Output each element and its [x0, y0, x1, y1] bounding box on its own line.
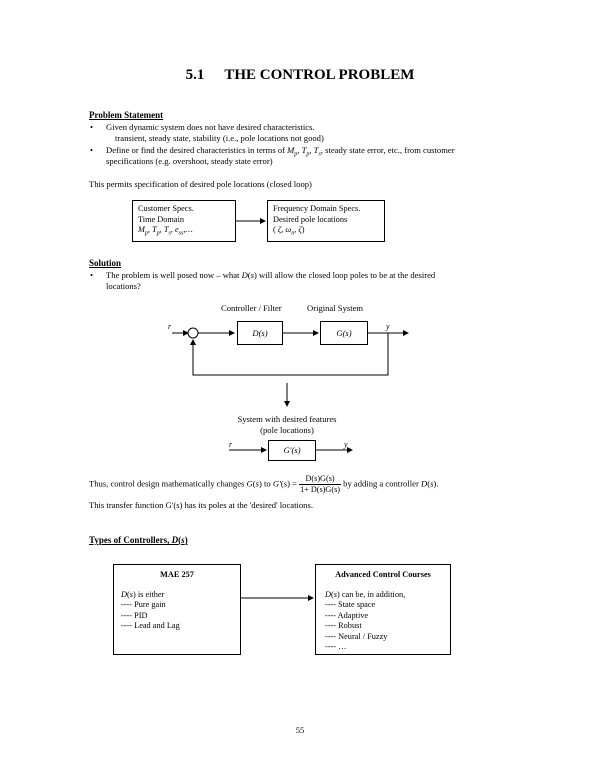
advanced-item: ---- State space: [325, 600, 376, 609]
section-number: 5.1: [185, 67, 205, 83]
solution-bullet-pre: The problem is well posed now – what: [106, 270, 242, 280]
mae257-item: ---- Pure gain: [121, 600, 166, 609]
customer-specs-symbols: $M_p$, $T_p$, $T_s$, $e_{ss},\dots$: [138, 225, 193, 237]
advanced-lead: can be, in addition,: [341, 589, 406, 599]
signal-y2: y: [344, 440, 348, 449]
thus-to: to: [261, 478, 273, 489]
advanced-lead-line: D(s) can be, in addition,: [325, 589, 406, 599]
advanced-item: ---- Robust: [325, 621, 362, 630]
plant-block: G(s): [320, 321, 368, 345]
solution-heading: Solution: [89, 258, 122, 268]
fraction-numerator: D(s)G(s): [299, 474, 341, 485]
bullet2-text: Define or find the desired characteristics in terms of $M_p$, $T_p$, $T_s$, steady state error, etc., from customer: [106, 145, 455, 158]
customer-specs-line1: Customer Specs.: [138, 204, 194, 213]
frequency-specs-symbols: ( ζ, $\omega_n$, ζ): [273, 225, 305, 237]
page-number: 55: [295, 725, 305, 735]
advanced-title: Advanced Control Courses: [335, 570, 431, 579]
controller-label: Controller / Filter: [221, 303, 282, 313]
desired-features-line2: (pole locations): [260, 425, 314, 435]
transfer-fraction: [299, 474, 341, 495]
solution-bullet-mid: will allow the closed loop poles to be at the desired: [256, 270, 436, 280]
frequency-specs-line1: Frequency Domain Specs.: [273, 204, 361, 213]
bullet1-text: Given dynamic system does not have desired characteristics.: [106, 122, 315, 132]
system-label: Original System: [307, 303, 364, 313]
problem-statement-heading: Problem Statement: [89, 110, 164, 120]
advanced-courses-box: [315, 564, 451, 655]
advanced-item: ---- Neural / Fuzzy: [325, 631, 388, 641]
customer-specs-line2: Time Domain: [138, 214, 185, 224]
bullet2-pre: Define or find the desired characteristics in terms of: [106, 145, 288, 155]
bullet-icon: •: [90, 145, 94, 155]
solution-bullet-line2: locations?: [106, 281, 141, 291]
signal-r: r: [168, 322, 172, 331]
summing-junction: [188, 328, 198, 338]
advanced-item: ---- Adaptive: [325, 610, 369, 620]
bullet-icon: •: [90, 122, 94, 132]
specs-sentence: This permits specification of desired pole locations (closed loop): [89, 179, 312, 189]
mae257-title: MAE 257: [160, 570, 194, 579]
signal-y: y: [386, 322, 390, 331]
mae257-lead: is either: [137, 589, 165, 599]
controller-block: D(s): [237, 321, 283, 345]
signal-r2: r: [229, 440, 233, 449]
gprime-block: G'(s): [268, 440, 316, 461]
bullet2-line2: specifications (e.g. overshoot, steady state error): [106, 156, 273, 166]
solution-bullet: The problem is well posed now – what D(s) will allow the closed loop poles to be at the desired: [106, 270, 436, 280]
desired-features-line1: System with desired features: [237, 414, 337, 424]
types-heading-text: Types of Controllers,: [89, 535, 172, 545]
thus-sentence: Thus, control design mathematically changes G(s) to G'(s) = $\frac{D(s)G(s)}{1+ D(s)G(s)}$ by adding a controller D(s).: [89, 474, 439, 494]
bullet2-post: , steady state error, etc., from customer: [320, 145, 455, 155]
types-heading: Types of Controllers, D(s): [89, 535, 188, 545]
bullet1-subtext: transient, steady state, stability (i.e., pole locations not good): [115, 133, 324, 143]
mae257-item: ---- PID: [121, 610, 148, 620]
mae257-lead-line: D(s) is either: [121, 589, 165, 599]
mae257-box: [113, 564, 241, 655]
frequency-specs-line2: Desired pole locations: [273, 214, 348, 224]
transfer-function-sentence: This transfer function G'(s) has its poles at the 'desired' locations.: [89, 500, 313, 510]
bullet-icon: •: [90, 270, 94, 280]
thus-pre: Thus, control design mathematically changes: [89, 478, 247, 489]
thus-post: by adding a controller: [343, 478, 421, 489]
section-title: THE CONTROL PROBLEM: [224, 67, 415, 83]
advanced-item: ---- …: [325, 642, 347, 651]
mae257-item: ---- Lead and Lag: [121, 621, 180, 630]
fraction-denominator: 1+ D(s)G(s): [300, 485, 340, 494]
